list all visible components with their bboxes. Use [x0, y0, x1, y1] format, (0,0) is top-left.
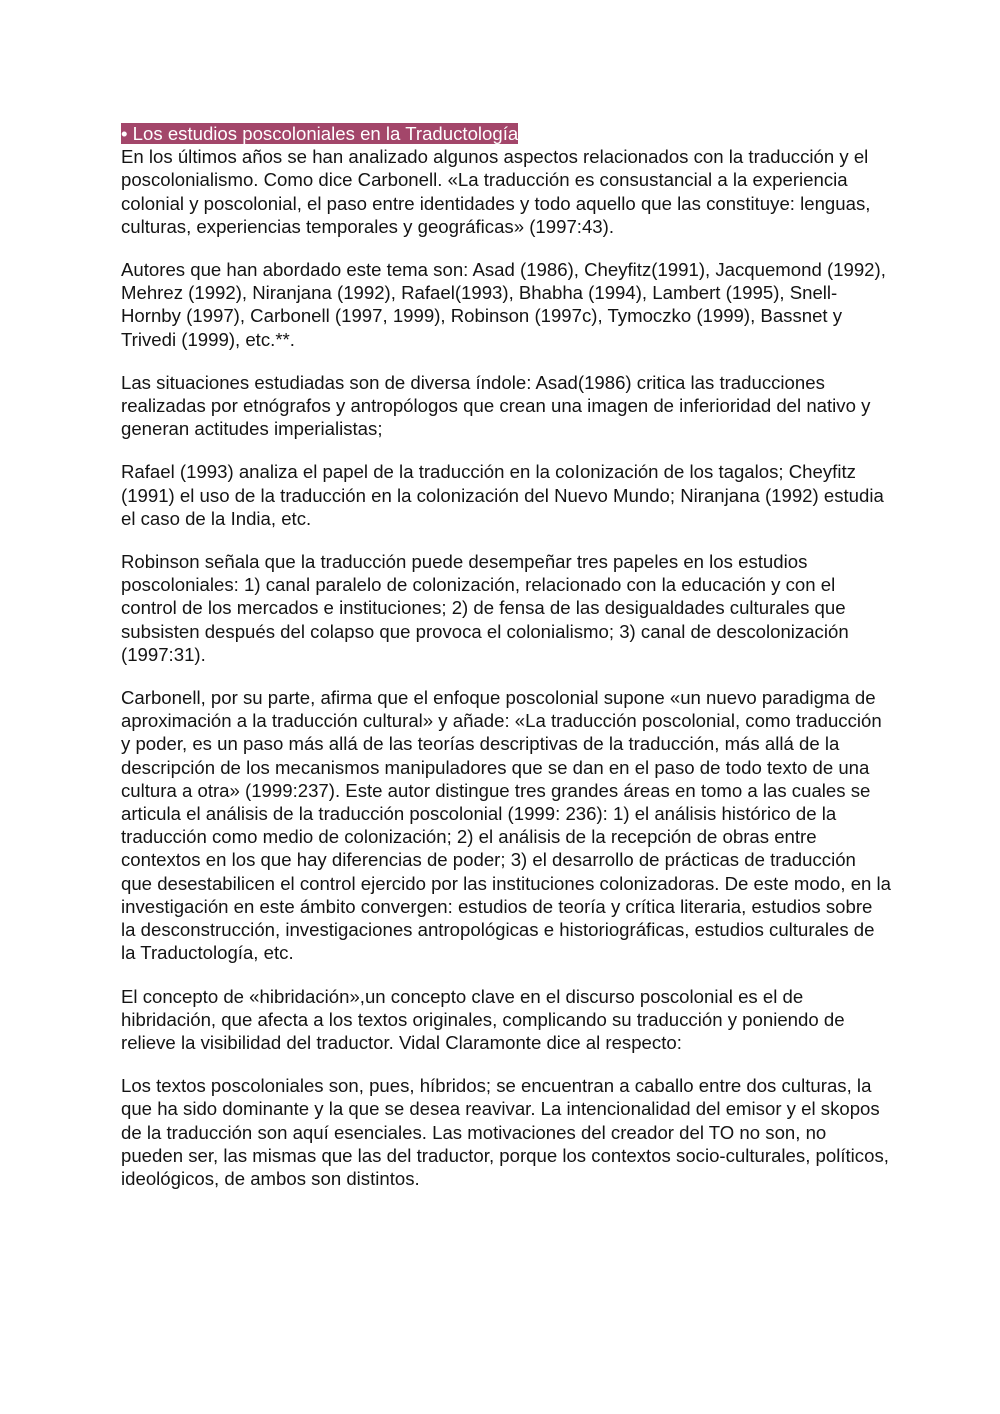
paragraph-intro: En los últimos años se han analizado algunos aspectos relacionados con la traducción y el poscolonialismo. Como dice Carbonell. «La traducción es consustancial a la experiencia colonial y poscolonial, el paso entre identidades y todo aquello que las constituye: lenguas, culturas, experiencias temporales y geográficas» (1997:43). — [121, 146, 871, 237]
paragraph-robinson: Robinson señala que la traducción puede desempeñar tres papeles en los estudios poscoloniales: 1) canal paralelo de colonización, relacionado con la educación y con el control de los mercados e instituciones; 2) de fensa de las desigualdades culturales que subsisten después del colapso que provoca el colonialismo; 3) canal de descolonización (1997:31). — [121, 551, 849, 665]
paragraph-situations: Las situaciones estudiadas son de diversa índole: Asad(1986) critica las traducciones realizadas por etnógrafos y antropólogos que crean una imagen de inferioridad del nativo y generan actitudes imperialistas; — [121, 371, 871, 440]
paragraph-hibridacion: El concepto de «hibridación»,un concepto clave en el discurso poscolonial es el de hibridación, que afecta a los textos originales, complicando su traducción y poniendo de relieve la visibilidad del traductor. Vidal Claramonte dice al respecto: — [121, 985, 845, 1053]
paragraph-carbonell: Carbonell, por su parte, afirma que el enfoque poscolonial supone «un nuevo paradigma de aproximación a la traducción cultural» y añade: «La traducción poscolonial, como traducción y poder, es un paso más allá de las teorías descriptivas de la traducción, más allá de la descripción de los mecanismos manipuladores que se dan en el paso de todo texto de una cultura a otra» (1999:237). Este autor distingue tres grandes áreas en tomo a las cuales se articula el análisis de la traducción poscolonial (1999: 236): 1) el análisis histórico de la traducción como medio de colonización; 2) el análisis de la recepción de obras entre contextos en los que hay diferencias de poder; 3) el desarrollo de prácticas de traducción que desestabilicen el control ejercido por las instituciones colonizadoras. De este modo, en la investigación en este ámbito convergen: estudios de teoría y crítica literaria, estudios sobre la desconstrucción, investigaciones antropológicas e historiográficas, estudios culturales de la Traductología, etc. — [121, 687, 892, 964]
section-heading — [121, 122, 891, 145]
paragraph-rafael: Rafael (1993) analiza el papel de la traducción en la coIonización de los tagalos; Cheyfitz (1991) el uso de la traducción en la colonización del Nuevo Mundo; Niranjana (1992) estudia el caso de la India, etc. — [121, 461, 884, 529]
document-page — [121, 122, 891, 1210]
paragraph-authors: Autores que han abordado este tema son: Asad (1986), Cheyfitz(1991), Jacquemond (1992), Mehrez (1992), Niranjana (1992), Rafael(1993), Bhabha (1994), Lambert (1995), Snell-Hornby (1997), Carbonell (1997, 1999), Robinson (1997c), Tymoczko (1999), Bassnet y Trivedi (1999), etc.**. — [121, 259, 886, 350]
section-heading-text: • Los estudios poscoloniales en la Traductología — [121, 123, 519, 144]
paragraph-quote: Los textos poscoloniales son, pues, híbridos; se encuentran a caballo entre dos culturas, la que ha sido dominante y la que se desea reavivar. La intencionalidad del emisor y el skopos de la traducción son aquí esenciales. Las motivaciones del creador del TO no son, no pueden ser, las mismas que las del traductor, porque los contextos socio-culturales, políticos, ideológicos, de ambos son distintos. — [121, 1075, 889, 1189]
